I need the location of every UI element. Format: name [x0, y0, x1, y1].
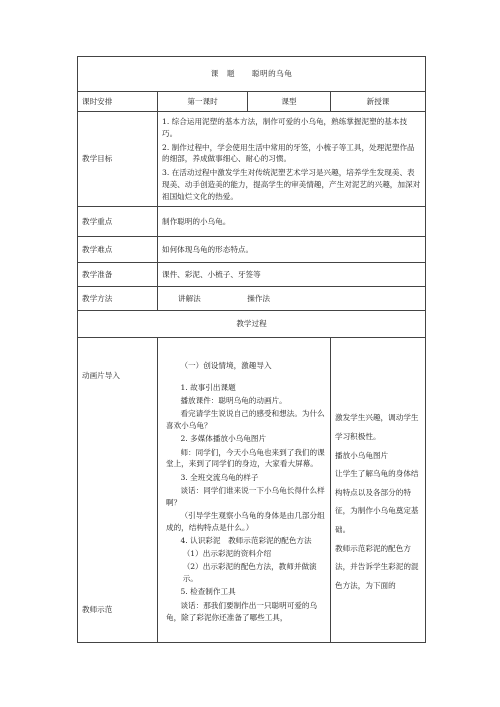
preparation-value: 课件、彩泥、小梳子、牙签等: [158, 263, 426, 287]
lesson-type-label: 课型: [248, 92, 331, 112]
goals-label: 教学目标: [78, 112, 158, 207]
process-note: 让学生了解乌龟的身体结构特点以及各部分的特征，为制作小乌龟奠定基础。: [335, 469, 419, 534]
process-heading: 教学过程: [78, 311, 426, 338]
process-heading-row: [78, 311, 426, 338]
methods-value: [158, 287, 426, 311]
goals-row: [78, 112, 426, 207]
process-step: （引导学生观察小乌龟的身体是由几部分组成的，结构特点是什么。）: [166, 510, 325, 532]
process-step: 1. 故事引出课题: [180, 382, 236, 392]
goal-item: 3. 在活动过程中激发学生对传统泥塑艺术学习是兴趣，培养学生发现美、表现美、动手创造美的能力，提高学生的审美情趣，产生对泥艺的兴趣，加深对祖国灿烂文化的热爱。: [162, 168, 421, 201]
process-step: （一）创设情境，激趣导入: [180, 360, 272, 370]
schedule-value: 第一课时: [158, 92, 248, 112]
process-notes: [331, 338, 426, 643]
method-item: 讲解法: [178, 293, 201, 303]
process-step: 2. 多媒体播放小乌龟图片: [180, 434, 267, 444]
process-step: 师：同学们，今天小乌龟也来到了我们的课堂上，来到了同学们的身边，大家看大屏幕。: [166, 447, 325, 469]
process-row: [78, 338, 426, 643]
title-value: 聪明的乌龟: [251, 69, 293, 79]
process-step: 谈话：同学们谁来说一下小乌龟长得什么样啊？: [166, 485, 325, 507]
schedule-row: [78, 92, 426, 112]
key-point-value: 制作聪明的小乌龟。: [158, 207, 426, 237]
preparation-label: 教学准备: [78, 263, 158, 287]
process-steps: [158, 338, 331, 643]
lesson-type-value: 新授课: [331, 92, 426, 112]
process-step: 5. 检查制作工具: [180, 587, 236, 597]
process-step: （1）出示彩泥的资料介绍: [182, 549, 272, 559]
lesson-plan-table: [77, 56, 426, 643]
process-stage-column: [78, 338, 158, 643]
process-step: 谈话：那我们要制作出一只聪明可爱的乌龟，除了彩泥你还准备了哪些工具，: [166, 600, 318, 622]
goal-item: 2. 制作过程中，学会使用生活中常用的牙签，小梳子等工具，处理泥塑作品的细部，养成做事细心、耐心的习惯。: [162, 142, 415, 164]
key-point-row: [78, 207, 426, 237]
process-step: 3. 全班交流乌龟的样子: [180, 472, 259, 482]
method-item: 操作法: [247, 293, 270, 303]
stage-label-demo: 教师示范: [82, 605, 113, 615]
process-note: 播放小乌龟图片: [335, 450, 389, 460]
goal-item: 1. 综合运用泥塑的基本方法，制作可爱的小乌龟，熟练掌握泥塑的基本技巧。: [162, 117, 408, 138]
process-step: 播放课件：聪明乌龟的动画片。: [180, 395, 287, 405]
process-step: （2）出示彩泥的配色方法，教师并做演示。: [182, 562, 317, 584]
goals-content: [158, 112, 426, 207]
preparation-row: [78, 263, 426, 287]
schedule-label: 课时安排: [78, 92, 158, 112]
methods-label: 教学方法: [78, 287, 158, 311]
difficulty-label: 教学难点: [78, 237, 158, 263]
difficulty-row: [78, 237, 426, 263]
difficulty-value: 如何体现乌龟的形态特点。: [158, 237, 426, 263]
process-step: 4. 认识彩泥 教师示范彩泥的配色方法: [180, 535, 312, 545]
process-step: 看完请学生说说自己的感受和想法。为什么喜欢小乌龟？: [166, 409, 325, 431]
stage-label-animation: 动画片导入: [82, 371, 120, 381]
methods-row: [78, 287, 426, 311]
title-label: 课 题: [210, 69, 235, 79]
process-note: 激发学生兴趣，调动学生学习积极性。: [335, 413, 419, 441]
process-note: 教师示范彩泥的配色方法，并告诉学生彩泥的混色方法，为下面的: [335, 543, 419, 590]
title-row: [78, 57, 426, 92]
key-point-label: 教学重点: [78, 207, 158, 237]
title-cell: [78, 57, 426, 92]
